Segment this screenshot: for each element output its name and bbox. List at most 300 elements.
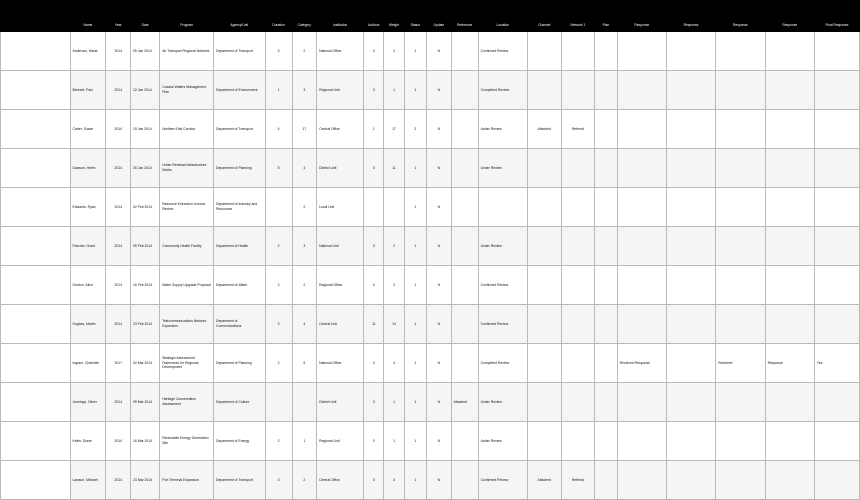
- cell-c6[interactable]: 3: [292, 71, 317, 110]
- cell-c6[interactable]: 2: [292, 32, 317, 71]
- cell-c6[interactable]: 4: [292, 305, 317, 344]
- cell-c16[interactable]: [595, 32, 617, 71]
- cell-c16[interactable]: [595, 227, 617, 266]
- header-cell-c9[interactable]: Weight: [384, 1, 404, 32]
- cell-c0[interactable]: Bennett, Paul: [70, 71, 106, 110]
- cell-c13[interactable]: Completed Review: [478, 344, 527, 383]
- cell-c2[interactable]: 02 Feb 2014: [131, 188, 160, 227]
- cell-c5[interactable]: 2: [265, 227, 292, 266]
- cell-c1[interactable]: 2014: [106, 422, 131, 461]
- cell-c7[interactable]: Local Unit: [317, 188, 364, 227]
- cell-c7[interactable]: Regional Unit: [317, 422, 364, 461]
- header-cell-c4[interactable]: Agency/Unit: [214, 1, 266, 32]
- cell-c0[interactable]: Lawson, Michael: [70, 461, 106, 500]
- cell-c18[interactable]: [666, 149, 715, 188]
- cell-c15[interactable]: [561, 71, 595, 110]
- cell-c2[interactable]: 02 Mar 2014: [131, 344, 160, 383]
- cell-c14[interactable]: Attached: [527, 110, 561, 149]
- cell-c9[interactable]: [384, 188, 404, 227]
- header-cell-c17[interactable]: Response: [617, 1, 666, 32]
- cell-c3[interactable]: Telecommunications Network Expansion: [160, 305, 214, 344]
- cell-c2[interactable]: 09 Feb 2014: [131, 227, 160, 266]
- cell-c13[interactable]: Under Review: [478, 422, 527, 461]
- cell-c3[interactable]: Port Terminal Expansion: [160, 461, 214, 500]
- cell-c5[interactable]: [265, 188, 292, 227]
- cell-c8[interactable]: [364, 188, 384, 227]
- cell-c18[interactable]: [666, 461, 715, 500]
- table-row[interactable]: [1, 461, 860, 500]
- cell-c2[interactable]: 23 Mar 2014: [131, 461, 160, 500]
- cell-c21[interactable]: [814, 149, 859, 188]
- cell-c2[interactable]: 26 Jan 2014: [131, 149, 160, 188]
- cell-c14[interactable]: [527, 188, 561, 227]
- cell-c6[interactable]: 2: [292, 461, 317, 500]
- cell-c16[interactable]: [595, 383, 617, 422]
- cell-c21[interactable]: Yes: [814, 344, 859, 383]
- cell-c7[interactable]: Central Unit: [317, 305, 364, 344]
- header-cell-c2[interactable]: Date: [131, 1, 160, 32]
- cell-c18[interactable]: [666, 71, 715, 110]
- cell-c11[interactable]: N: [427, 422, 452, 461]
- cell-c17[interactable]: [617, 110, 666, 149]
- cell-c16[interactable]: [595, 266, 617, 305]
- cell-c15[interactable]: [561, 344, 595, 383]
- cell-c17[interactable]: [617, 305, 666, 344]
- cell-c4[interactable]: Department of Planning: [214, 344, 266, 383]
- cell-c10[interactable]: 1: [404, 188, 426, 227]
- table-row[interactable]: [1, 71, 860, 110]
- cell-c9[interactable]: 2: [384, 32, 404, 71]
- cell-c5[interactable]: 3: [265, 461, 292, 500]
- cell-c2[interactable]: 09 Mar 2014: [131, 383, 160, 422]
- cell-c0[interactable]: Ingram, Charlotte: [70, 344, 106, 383]
- cell-c3[interactable]: Heritage Conservation Assessment: [160, 383, 214, 422]
- cell-c9[interactable]: 3: [384, 461, 404, 500]
- cell-c19[interactable]: Received: [716, 344, 765, 383]
- cell-c6[interactable]: 1: [292, 422, 317, 461]
- cell-c12[interactable]: [451, 461, 478, 500]
- header-cell-c14[interactable]: Channel: [527, 1, 561, 32]
- cell-c17[interactable]: [617, 32, 666, 71]
- cell-c10[interactable]: 1: [404, 71, 426, 110]
- cell-c5[interactable]: 3: [265, 32, 292, 71]
- cell-c17[interactable]: [617, 188, 666, 227]
- cell-c12[interactable]: [451, 266, 478, 305]
- cell-c20[interactable]: [765, 305, 814, 344]
- cell-c20[interactable]: [765, 188, 814, 227]
- cell-c13[interactable]: Confirmed Review: [478, 305, 527, 344]
- cell-c12[interactable]: [451, 305, 478, 344]
- cell-c21[interactable]: [814, 383, 859, 422]
- cell-c17[interactable]: [617, 461, 666, 500]
- cell-c17[interactable]: [617, 383, 666, 422]
- cell-c8[interactable]: 0: [364, 32, 384, 71]
- cell-c7[interactable]: National Office: [317, 32, 364, 71]
- cell-c3[interactable]: Renewable Energy Generation Site: [160, 422, 214, 461]
- cell-c17[interactable]: [617, 71, 666, 110]
- cell-c7[interactable]: Central Office: [317, 110, 364, 149]
- cell-c6[interactable]: [292, 383, 317, 422]
- cell-c3[interactable]: Strategic Assessment Framework for Regional Development: [160, 344, 214, 383]
- cell-c0[interactable]: Gordon, Alice: [70, 266, 106, 305]
- cell-c19[interactable]: [716, 32, 765, 71]
- cell-c1[interactable]: 2014: [106, 149, 131, 188]
- header-cell-c1[interactable]: Year: [106, 1, 131, 32]
- cell-c4[interactable]: Department of Transport: [214, 32, 266, 71]
- cell-c8[interactable]: 0: [364, 227, 384, 266]
- cell-c13[interactable]: Completed Review: [478, 71, 527, 110]
- cell-c11[interactable]: N: [427, 149, 452, 188]
- cell-c20[interactable]: [765, 110, 814, 149]
- cell-c3[interactable]: Air Transport Regional Network: [160, 32, 214, 71]
- cell-c14[interactable]: [527, 227, 561, 266]
- header-cell-c6[interactable]: Category: [292, 1, 317, 32]
- table-row[interactable]: [1, 110, 860, 149]
- cell-c0[interactable]: Fletcher, Grant: [70, 227, 106, 266]
- cell-c5[interactable]: 2: [265, 422, 292, 461]
- cell-c15[interactable]: [561, 305, 595, 344]
- cell-c6[interactable]: 5: [292, 344, 317, 383]
- cell-c0[interactable]: Edwards, Ryan: [70, 188, 106, 227]
- header-cell-c12[interactable]: Reference: [451, 1, 478, 32]
- row-gutter: [1, 71, 71, 110]
- cell-c13[interactable]: Confirmed Review: [478, 32, 527, 71]
- cell-c18[interactable]: [666, 32, 715, 71]
- cell-c21[interactable]: [814, 422, 859, 461]
- cell-c1[interactable]: 2014: [106, 383, 131, 422]
- cell-c2[interactable]: 19 Jan 2014: [131, 110, 160, 149]
- cell-c7[interactable]: District Unit: [317, 383, 364, 422]
- cell-c12[interactable]: [451, 32, 478, 71]
- cell-c7[interactable]: District Unit: [317, 149, 364, 188]
- cell-c16[interactable]: [595, 110, 617, 149]
- cell-c15[interactable]: [561, 188, 595, 227]
- header-cell-c15[interactable]: Network 1: [561, 1, 595, 32]
- cell-c5[interactable]: 4: [265, 110, 292, 149]
- cell-c12[interactable]: [451, 422, 478, 461]
- cell-c4[interactable]: Department of Transport: [214, 461, 266, 500]
- cell-c19[interactable]: [716, 461, 765, 500]
- cell-c8[interactable]: 0: [364, 344, 384, 383]
- cell-c13[interactable]: Confirmed Review: [478, 461, 527, 500]
- cell-c16[interactable]: [595, 422, 617, 461]
- cell-c15[interactable]: Referral: [561, 461, 595, 500]
- table-row[interactable]: [1, 149, 860, 188]
- cell-c14[interactable]: [527, 305, 561, 344]
- cell-c0[interactable]: Carter, Susan: [70, 110, 106, 149]
- header-cell-c16[interactable]: Plan: [595, 1, 617, 32]
- cell-c14[interactable]: [527, 71, 561, 110]
- cell-c3[interactable]: Water Supply Upgrade Proposal: [160, 266, 214, 305]
- cell-c1[interactable]: 2014: [106, 71, 131, 110]
- header-cell-c13[interactable]: Location: [478, 1, 527, 32]
- header-cell-c21[interactable]: Final Response: [814, 1, 859, 32]
- cell-c12[interactable]: [451, 188, 478, 227]
- header-cell-c19[interactable]: Response: [716, 1, 765, 32]
- cell-c12[interactable]: [451, 149, 478, 188]
- cell-c18[interactable]: [666, 383, 715, 422]
- cell-c20[interactable]: [765, 266, 814, 305]
- header-cell-c18[interactable]: Response: [666, 1, 715, 32]
- cell-c9[interactable]: 2: [384, 266, 404, 305]
- header-cell-c11[interactable]: Update: [427, 1, 452, 32]
- cell-c7[interactable]: Central Office: [317, 461, 364, 500]
- cell-c19[interactable]: [716, 305, 765, 344]
- cell-c2[interactable]: 12 Jan 2014: [131, 71, 160, 110]
- cell-c5[interactable]: [265, 383, 292, 422]
- cell-c4[interactable]: Department of Health: [214, 227, 266, 266]
- cell-c2[interactable]: 16 Mar 2014: [131, 422, 160, 461]
- cell-c15[interactable]: [561, 422, 595, 461]
- cell-c13[interactable]: Confirmed Review: [478, 266, 527, 305]
- cell-c11[interactable]: N: [427, 305, 452, 344]
- cell-c15[interactable]: [561, 227, 595, 266]
- table-row[interactable]: [1, 188, 860, 227]
- cell-c0[interactable]: Jennings, Oliver: [70, 383, 106, 422]
- cell-c10[interactable]: 2: [404, 110, 426, 149]
- cell-c9[interactable]: 2: [384, 227, 404, 266]
- cell-c18[interactable]: [666, 422, 715, 461]
- cell-c11[interactable]: N: [427, 71, 452, 110]
- cell-c14[interactable]: [527, 383, 561, 422]
- cell-c5[interactable]: 2: [265, 266, 292, 305]
- cell-c21[interactable]: [814, 227, 859, 266]
- cell-c21[interactable]: [814, 32, 859, 71]
- cell-c13[interactable]: Under Review: [478, 149, 527, 188]
- cell-c11[interactable]: N: [427, 344, 452, 383]
- cell-c4[interactable]: Department of Communications: [214, 305, 266, 344]
- cell-c6[interactable]: 4: [292, 149, 317, 188]
- cell-c11[interactable]: N: [427, 461, 452, 500]
- cell-c16[interactable]: [595, 344, 617, 383]
- row-gutter: [1, 383, 71, 422]
- cell-c1[interactable]: 2014: [106, 305, 131, 344]
- cell-c13[interactable]: Under Review: [478, 227, 527, 266]
- cell-c5[interactable]: 2: [265, 344, 292, 383]
- cell-c14[interactable]: [527, 149, 561, 188]
- cell-c17[interactable]: [617, 149, 666, 188]
- table-row[interactable]: [1, 227, 860, 266]
- cell-c11[interactable]: N: [427, 227, 452, 266]
- cell-c7[interactable]: National Office: [317, 344, 364, 383]
- cell-c17[interactable]: [617, 266, 666, 305]
- cell-c15[interactable]: [561, 149, 595, 188]
- table-row[interactable]: [1, 383, 860, 422]
- cell-c3[interactable]: Resource Extraction Licence Review: [160, 188, 214, 227]
- cell-c4[interactable]: Department of Culture: [214, 383, 266, 422]
- cell-c20[interactable]: Response: [765, 344, 814, 383]
- header-cell-c7[interactable]: Institution: [317, 1, 364, 32]
- header-cell-c5[interactable]: Duration: [265, 1, 292, 32]
- cell-c19[interactable]: [716, 422, 765, 461]
- cell-c19[interactable]: [716, 227, 765, 266]
- cell-c21[interactable]: [814, 305, 859, 344]
- table-row[interactable]: [1, 305, 860, 344]
- cell-c14[interactable]: [527, 32, 561, 71]
- cell-c0[interactable]: Dawson, Helen: [70, 149, 106, 188]
- cell-c19[interactable]: [716, 383, 765, 422]
- cell-c8[interactable]: 0: [364, 461, 384, 500]
- cell-c9[interactable]: 1: [384, 422, 404, 461]
- cell-c21[interactable]: [814, 110, 859, 149]
- cell-c8[interactable]: 0: [364, 422, 384, 461]
- cell-c5[interactable]: 5: [265, 149, 292, 188]
- cell-c20[interactable]: [765, 383, 814, 422]
- cell-c18[interactable]: [666, 110, 715, 149]
- cell-c9[interactable]: 14: [384, 305, 404, 344]
- cell-c19[interactable]: [716, 71, 765, 110]
- cell-c12[interactable]: [451, 344, 478, 383]
- cell-c16[interactable]: [595, 149, 617, 188]
- table-row[interactable]: [1, 32, 860, 71]
- cell-c20[interactable]: [765, 71, 814, 110]
- cell-c2[interactable]: 16 Feb 2014: [131, 266, 160, 305]
- cell-c20[interactable]: [765, 32, 814, 71]
- cell-c8[interactable]: 0: [364, 383, 384, 422]
- cell-c12[interactable]: Attached: [451, 383, 478, 422]
- cell-c19[interactable]: [716, 266, 765, 305]
- cell-c7[interactable]: Regional Office: [317, 266, 364, 305]
- cell-c13[interactable]: Under Review: [478, 110, 527, 149]
- cell-c9[interactable]: 1: [384, 383, 404, 422]
- cell-c16[interactable]: [595, 71, 617, 110]
- cell-c12[interactable]: [451, 110, 478, 149]
- header-cell-c10[interactable]: Status: [404, 1, 426, 32]
- cell-c18[interactable]: [666, 227, 715, 266]
- cell-c1[interactable]: 2017: [106, 344, 131, 383]
- cell-c3[interactable]: Community Health Facility: [160, 227, 214, 266]
- header-cell-c20[interactable]: Response: [765, 1, 814, 32]
- cell-c10[interactable]: 1: [404, 32, 426, 71]
- cell-c8[interactable]: 0: [364, 149, 384, 188]
- cell-c9[interactable]: 1: [384, 71, 404, 110]
- cell-c18[interactable]: [666, 188, 715, 227]
- header-cell-c8[interactable]: Authors: [364, 1, 384, 32]
- cell-c19[interactable]: [716, 188, 765, 227]
- cell-c10[interactable]: 1: [404, 461, 426, 500]
- cell-c4[interactable]: Department of Industry and Resources: [214, 188, 266, 227]
- cell-c4[interactable]: Department of Environment: [214, 71, 266, 110]
- cell-c0[interactable]: Anderson, Maria: [70, 32, 106, 71]
- cell-c0[interactable]: Hughes, Martin: [70, 305, 106, 344]
- cell-c15[interactable]: [561, 383, 595, 422]
- cell-c9[interactable]: 11: [384, 149, 404, 188]
- cell-c9[interactable]: 4: [384, 344, 404, 383]
- cell-c10[interactable]: 1: [404, 266, 426, 305]
- cell-c11[interactable]: N: [427, 266, 452, 305]
- cell-c3[interactable]: Coastal Waters Management Plan: [160, 71, 214, 110]
- cell-c21[interactable]: [814, 71, 859, 110]
- cell-c20[interactable]: [765, 149, 814, 188]
- cell-c14[interactable]: [527, 422, 561, 461]
- cell-c1[interactable]: 2014: [106, 266, 131, 305]
- cell-c14[interactable]: Attached: [527, 461, 561, 500]
- cell-c5[interactable]: 1: [265, 71, 292, 110]
- cell-c11[interactable]: N: [427, 383, 452, 422]
- cell-c21[interactable]: [814, 461, 859, 500]
- cell-c11[interactable]: N: [427, 32, 452, 71]
- cell-c18[interactable]: [666, 344, 715, 383]
- cell-c6[interactable]: 2: [292, 188, 317, 227]
- cell-c6[interactable]: 17: [292, 110, 317, 149]
- cell-c19[interactable]: [716, 110, 765, 149]
- cell-c3[interactable]: Northern Rail Corridor: [160, 110, 214, 149]
- table-row[interactable]: [1, 266, 860, 305]
- cell-c10[interactable]: 1: [404, 149, 426, 188]
- cell-c16[interactable]: [595, 188, 617, 227]
- cell-c10[interactable]: 1: [404, 344, 426, 383]
- cell-c13[interactable]: Under Review: [478, 383, 527, 422]
- cell-c4[interactable]: Department of Planning: [214, 149, 266, 188]
- cell-c18[interactable]: [666, 266, 715, 305]
- cell-c11[interactable]: N: [427, 110, 452, 149]
- cell-c15[interactable]: Referral: [561, 110, 595, 149]
- cell-c16[interactable]: [595, 305, 617, 344]
- cell-c17[interactable]: [617, 422, 666, 461]
- cell-c17[interactable]: [617, 227, 666, 266]
- cell-c5[interactable]: 3: [265, 305, 292, 344]
- cell-c12[interactable]: [451, 71, 478, 110]
- cell-c20[interactable]: [765, 227, 814, 266]
- cell-c16[interactable]: [595, 461, 617, 500]
- cell-c18[interactable]: [666, 305, 715, 344]
- cell-c12[interactable]: [451, 227, 478, 266]
- cell-c6[interactable]: 2: [292, 266, 317, 305]
- cell-c21[interactable]: [814, 266, 859, 305]
- cell-c14[interactable]: [527, 266, 561, 305]
- cell-c4[interactable]: Department of Transport: [214, 110, 266, 149]
- cell-c19[interactable]: [716, 149, 765, 188]
- header-cell-c0[interactable]: Name: [70, 1, 106, 32]
- cell-c11[interactable]: N: [427, 188, 452, 227]
- cell-c1[interactable]: 2014: [106, 110, 131, 149]
- table-row[interactable]: [1, 344, 860, 383]
- cell-c8[interactable]: 0: [364, 71, 384, 110]
- cell-c10[interactable]: 1: [404, 305, 426, 344]
- cell-c1[interactable]: 2014: [106, 461, 131, 500]
- cell-c4[interactable]: Department of Energy: [214, 422, 266, 461]
- cell-c7[interactable]: Regional Unit: [317, 71, 364, 110]
- cell-c14[interactable]: [527, 344, 561, 383]
- cell-c21[interactable]: [814, 188, 859, 227]
- cell-c1[interactable]: 2014: [106, 32, 131, 71]
- cell-c20[interactable]: [765, 422, 814, 461]
- cell-c9[interactable]: 17: [384, 110, 404, 149]
- cell-c1[interactable]: 2014: [106, 188, 131, 227]
- cell-c15[interactable]: [561, 32, 595, 71]
- cell-c8[interactable]: 11: [364, 305, 384, 344]
- cell-c8[interactable]: 1: [364, 110, 384, 149]
- header-cell-c3[interactable]: Program: [160, 1, 214, 32]
- cell-c6[interactable]: 3: [292, 227, 317, 266]
- cell-c2[interactable]: 23 Feb 2014: [131, 305, 160, 344]
- cell-c15[interactable]: [561, 266, 595, 305]
- cell-c7[interactable]: National Unit: [317, 227, 364, 266]
- cell-c1[interactable]: 2014: [106, 227, 131, 266]
- cell-c3[interactable]: Urban Renewal Infrastructure Works: [160, 149, 214, 188]
- cell-c0[interactable]: Keller, Diane: [70, 422, 106, 461]
- cell-c2[interactable]: 05 Jan 2014: [131, 32, 160, 71]
- cell-c10[interactable]: 1: [404, 383, 426, 422]
- cell-c10[interactable]: 1: [404, 422, 426, 461]
- cell-c4[interactable]: Department of Water: [214, 266, 266, 305]
- cell-c10[interactable]: 1: [404, 227, 426, 266]
- cell-c20[interactable]: [765, 461, 814, 500]
- table-row[interactable]: [1, 422, 860, 461]
- cell-c8[interactable]: 0: [364, 266, 384, 305]
- cell-c13[interactable]: [478, 188, 527, 227]
- cell-c17[interactable]: Received Response: [617, 344, 666, 383]
